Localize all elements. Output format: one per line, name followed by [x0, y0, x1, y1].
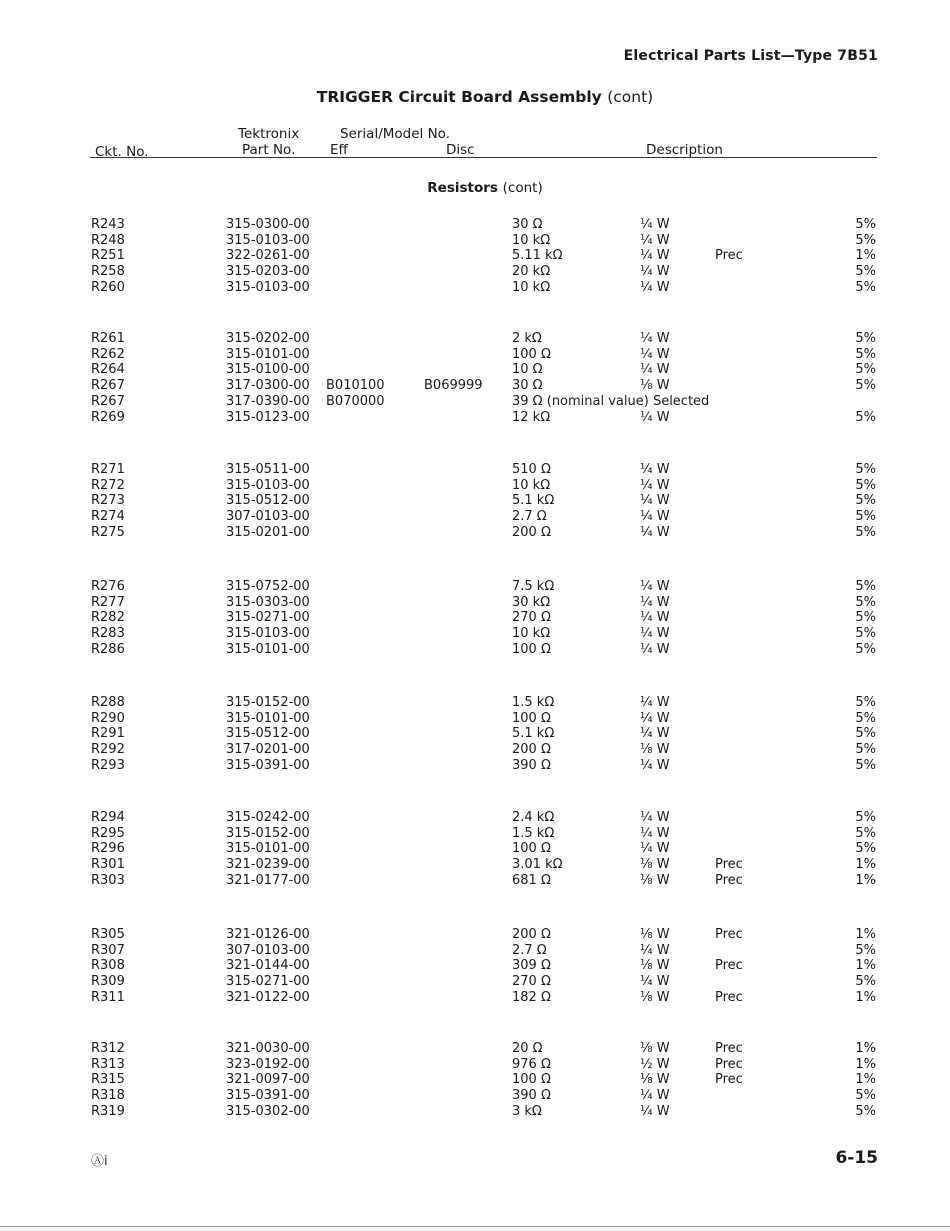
tolerance: 5%: [855, 974, 876, 990]
resistance-value: 100 Ω: [512, 1072, 551, 1088]
ckt-no: R260: [91, 279, 125, 295]
part-no: 315-0752-00: [226, 579, 310, 594]
table-row: [0, 958, 950, 974]
tolerance: 5%: [855, 493, 876, 509]
wattage: ¼ W: [640, 579, 670, 594]
precision: Prec: [715, 872, 743, 888]
part-no: 315-0123-00: [226, 409, 310, 425]
part-no: 315-0103-00: [226, 232, 310, 248]
part-no: 315-0201-00: [226, 524, 310, 540]
tolerance: 5%: [855, 509, 876, 525]
resistance-value: 510 Ω: [512, 462, 551, 477]
part-no: 315-0152-00: [226, 695, 310, 710]
part-no: 315-0242-00: [226, 810, 310, 825]
ckt-no: R251: [91, 248, 125, 264]
tolerance: 1%: [855, 872, 876, 888]
table-row: [0, 378, 950, 394]
table-row: [0, 810, 950, 826]
tolerance: 1%: [855, 248, 876, 264]
precision: Prec: [715, 989, 743, 1005]
table-row: [0, 509, 950, 525]
resistance-value: 2.4 kΩ: [512, 810, 555, 825]
tolerance: 1%: [855, 1072, 876, 1088]
wattage: ⅛ W: [640, 989, 670, 1005]
part-no: 315-0152-00: [226, 825, 310, 841]
part-no: 315-0103-00: [226, 477, 310, 493]
resistance-value: 182 Ω: [512, 989, 551, 1005]
resistance-value: 10 Ω: [512, 362, 543, 378]
resistance-value: 976 Ω: [512, 1056, 551, 1072]
resistance-value: 12 kΩ: [512, 409, 551, 425]
wattage: ¼ W: [640, 477, 670, 493]
wattage: ⅛ W: [640, 927, 670, 942]
resistance-value: 5.1 kΩ: [512, 726, 555, 742]
part-no: 321-0097-00: [226, 1072, 310, 1088]
tolerance: 5%: [855, 217, 876, 232]
wattage: ¼ W: [640, 264, 670, 280]
ckt-no: R303: [91, 872, 125, 888]
resistance-value: 200 Ω: [512, 927, 551, 942]
serial-eff: B010100: [326, 378, 385, 394]
resistance-value: 681 Ω: [512, 872, 551, 888]
resistance-value: 100 Ω: [512, 641, 551, 657]
table-row: [0, 974, 950, 990]
resistance-value: 30 Ω: [512, 217, 543, 232]
resistance-value: 10 kΩ: [512, 626, 551, 642]
wattage: ¼ W: [640, 810, 670, 825]
ckt-no: R294: [91, 810, 125, 825]
table-row: [0, 927, 950, 943]
resistance-value: 309 Ω: [512, 958, 551, 974]
wattage: ½ W: [640, 1056, 670, 1072]
tolerance: 5%: [855, 626, 876, 642]
table-row: [0, 826, 950, 842]
part-no: 315-0303-00: [226, 594, 310, 610]
section-name: Resistors: [427, 180, 498, 196]
wattage: ⅛ W: [640, 872, 670, 888]
table-row: [0, 990, 950, 1006]
precision: Prec: [715, 1056, 743, 1072]
tolerance: 5%: [855, 610, 876, 626]
part-no: 315-0271-00: [226, 610, 310, 626]
table-row: [0, 726, 950, 742]
table-row: [0, 857, 950, 873]
resistance-value: 20 kΩ: [512, 264, 551, 280]
tolerance: 5%: [855, 1103, 876, 1119]
wattage: ¼ W: [640, 462, 670, 477]
ckt-no: R267: [91, 393, 125, 409]
tolerance: 5%: [855, 524, 876, 540]
page-title: [0, 88, 950, 106]
part-no: 317-0300-00: [226, 378, 310, 394]
table-row: [0, 695, 950, 711]
resistance-value: 390 Ω: [512, 757, 551, 773]
ckt-no: R319: [91, 1103, 125, 1119]
resistance-value: 270 Ω: [512, 974, 551, 990]
table-row: [0, 462, 950, 478]
table-row: [0, 711, 950, 727]
wattage: ¼ W: [640, 710, 670, 726]
ckt-no: R318: [91, 1088, 125, 1104]
part-no: 321-0177-00: [226, 872, 310, 888]
table-row: [0, 610, 950, 626]
table-row: [0, 280, 950, 296]
table-row: [0, 1041, 950, 1057]
resistance-value: 100 Ω: [512, 841, 551, 857]
ckt-no: R309: [91, 974, 125, 990]
part-no: 315-0391-00: [226, 757, 310, 773]
ckt-no: R290: [91, 710, 125, 726]
resistance-value: 2.7 Ω: [512, 942, 547, 958]
table-row: [0, 394, 950, 410]
precision: Prec: [715, 927, 743, 942]
resistance-value: 10 kΩ: [512, 232, 551, 248]
ckt-no: R276: [91, 579, 125, 594]
ckt-no: R277: [91, 594, 125, 610]
serial-disc: B069999: [424, 378, 483, 394]
part-no: 315-0101-00: [226, 346, 310, 362]
table-row: [0, 626, 950, 642]
column-header-tektronix: Tektronix: [238, 126, 300, 142]
running-header: Electrical Parts List—Type 7B51: [623, 48, 878, 64]
resistance-value: 5.11 kΩ: [512, 248, 563, 264]
ckt-no: R293: [91, 757, 125, 773]
resistance-value: 39 Ω (nominal value) Selected: [512, 393, 710, 409]
part-no: 315-0511-00: [226, 462, 310, 477]
column-header-part-no: Part No.: [242, 142, 296, 158]
serial-eff: B070000: [326, 393, 385, 409]
wattage: ¼ W: [640, 1103, 670, 1119]
part-no: 315-0271-00: [226, 974, 310, 990]
tolerance: 5%: [855, 477, 876, 493]
resistance-value: 5.1 kΩ: [512, 493, 555, 509]
tolerance: 5%: [855, 810, 876, 825]
ckt-no: R296: [91, 841, 125, 857]
precision: Prec: [715, 1041, 743, 1056]
wattage: ⅛ W: [640, 857, 670, 873]
wattage: ¼ W: [640, 509, 670, 525]
resistance-value: 7.5 kΩ: [512, 579, 555, 594]
ckt-no: R307: [91, 942, 125, 958]
wattage: ¼ W: [640, 695, 670, 710]
resistance-value: 3.01 kΩ: [512, 857, 563, 873]
ckt-no: R267: [91, 378, 125, 394]
part-no: 317-0201-00: [226, 742, 310, 758]
wattage: ¼ W: [640, 248, 670, 264]
ckt-no: R261: [91, 331, 125, 346]
tolerance: 5%: [855, 378, 876, 394]
table-row: [0, 943, 950, 959]
ckt-no: R269: [91, 409, 125, 425]
table-row: [0, 1072, 950, 1088]
wattage: ¼ W: [640, 726, 670, 742]
section-suffix: (cont): [502, 180, 543, 196]
part-no: 321-0239-00: [226, 857, 310, 873]
resistance-value: 30 Ω: [512, 378, 543, 394]
column-header-eff: Eff: [330, 142, 348, 158]
wattage: ⅛ W: [640, 742, 670, 758]
ckt-no: R295: [91, 825, 125, 841]
tolerance: 5%: [855, 232, 876, 248]
ckt-no: R282: [91, 610, 125, 626]
table-row: [0, 410, 950, 426]
wattage: ¼ W: [640, 279, 670, 295]
tolerance: 5%: [855, 757, 876, 773]
wattage: ¼ W: [640, 362, 670, 378]
part-no: 317-0390-00: [226, 393, 310, 409]
tolerance: 1%: [855, 857, 876, 873]
column-header-serial-model: Serial/Model No.: [340, 126, 450, 142]
wattage: ¼ W: [640, 757, 670, 773]
table-row: [0, 331, 950, 347]
tolerance: 1%: [855, 1056, 876, 1072]
wattage: ¼ W: [640, 641, 670, 657]
part-no: 315-0202-00: [226, 331, 310, 346]
section-title: [0, 180, 950, 196]
wattage: ¼ W: [640, 974, 670, 990]
ckt-no: R311: [91, 989, 125, 1005]
title-text: TRIGGER Circuit Board Assembly: [316, 88, 602, 106]
part-no: 315-0101-00: [226, 841, 310, 857]
bottom-rule: [0, 1226, 950, 1227]
tolerance: 5%: [855, 726, 876, 742]
wattage: ¼ W: [640, 825, 670, 841]
wattage: ¼ W: [640, 942, 670, 958]
table-row: [0, 595, 950, 611]
table-row: [0, 264, 950, 280]
wattage: ¼ W: [640, 409, 670, 425]
ckt-no: R273: [91, 493, 125, 509]
part-no: 315-0103-00: [226, 626, 310, 642]
ckt-no: R275: [91, 524, 125, 540]
part-no: 322-0261-00: [226, 248, 310, 264]
ckt-no: R248: [91, 232, 125, 248]
tolerance: 5%: [855, 331, 876, 346]
wattage: ⅛ W: [640, 1041, 670, 1056]
part-no: 315-0512-00: [226, 726, 310, 742]
ckt-no: R312: [91, 1041, 125, 1056]
tolerance: 5%: [855, 594, 876, 610]
resistance-value: 1.5 kΩ: [512, 695, 555, 710]
wattage: ⅛ W: [640, 378, 670, 394]
ckt-no: R271: [91, 462, 125, 477]
tolerance: 5%: [855, 279, 876, 295]
resistance-value: 100 Ω: [512, 346, 551, 362]
tolerance: 5%: [855, 710, 876, 726]
header-rule: [90, 157, 877, 158]
resistance-value: 2.7 Ω: [512, 509, 547, 525]
tolerance: 1%: [855, 1041, 876, 1056]
wattage: ¼ W: [640, 841, 670, 857]
ckt-no: R288: [91, 695, 125, 710]
title-suffix: (cont): [607, 88, 654, 106]
tolerance: 5%: [855, 579, 876, 594]
ckt-no: R286: [91, 641, 125, 657]
wattage: ¼ W: [640, 610, 670, 626]
table-row: [0, 758, 950, 774]
tolerance: 1%: [855, 989, 876, 1005]
table-row: [0, 248, 950, 264]
table-row: [0, 873, 950, 889]
tolerance: 5%: [855, 1088, 876, 1104]
wattage: ¼ W: [640, 493, 670, 509]
ckt-no: R264: [91, 362, 125, 378]
ckt-no: R262: [91, 346, 125, 362]
table-row: [0, 362, 950, 378]
tolerance: 5%: [855, 825, 876, 841]
resistance-value: 30 kΩ: [512, 594, 551, 610]
resistance-value: 390 Ω: [512, 1088, 551, 1104]
table-row: [0, 579, 950, 595]
table-row: [0, 233, 950, 249]
part-no: 315-0203-00: [226, 264, 310, 280]
resistance-value: 10 kΩ: [512, 279, 551, 295]
wattage: ¼ W: [640, 232, 670, 248]
part-no: 321-0144-00: [226, 958, 310, 974]
table-row: [0, 742, 950, 758]
part-no: 321-0030-00: [226, 1041, 310, 1056]
tolerance: 5%: [855, 346, 876, 362]
wattage: ¼ W: [640, 626, 670, 642]
resistance-value: 20 Ω: [512, 1041, 543, 1056]
ckt-no: R301: [91, 857, 125, 873]
table-row: [0, 841, 950, 857]
ckt-no: R283: [91, 626, 125, 642]
part-no: 315-0300-00: [226, 217, 310, 232]
ckt-no: R243: [91, 217, 125, 232]
table-row: [0, 1088, 950, 1104]
part-no: 315-0103-00: [226, 279, 310, 295]
part-no: 315-0101-00: [226, 710, 310, 726]
tolerance: 5%: [855, 942, 876, 958]
ckt-no: R305: [91, 927, 125, 942]
ckt-no: R291: [91, 726, 125, 742]
wattage: ¼ W: [640, 346, 670, 362]
tolerance: 5%: [855, 264, 876, 280]
tolerance: 5%: [855, 841, 876, 857]
resistance-value: 3 kΩ: [512, 1103, 542, 1119]
tolerance: 5%: [855, 462, 876, 477]
wattage: ¼ W: [640, 217, 670, 232]
resistance-value: 2 kΩ: [512, 331, 542, 346]
resistance-value: 200 Ω: [512, 524, 551, 540]
wattage: ¼ W: [640, 524, 670, 540]
precision: Prec: [715, 958, 743, 974]
table-row: [0, 347, 950, 363]
table-row: [0, 478, 950, 494]
part-no: 323-0192-00: [226, 1056, 310, 1072]
ckt-no: R313: [91, 1056, 125, 1072]
column-header-ckt-no: Ckt. No.: [95, 144, 149, 160]
table-row: [0, 525, 950, 541]
tolerance: 5%: [855, 695, 876, 710]
part-no: 321-0126-00: [226, 927, 310, 942]
wattage: ¼ W: [640, 1088, 670, 1104]
ckt-no: R292: [91, 742, 125, 758]
ckt-no: R308: [91, 958, 125, 974]
resistance-value: 100 Ω: [512, 710, 551, 726]
tolerance: 5%: [855, 409, 876, 425]
ckt-no: R274: [91, 509, 125, 525]
part-no: 315-0391-00: [226, 1088, 310, 1104]
table-row: [0, 493, 950, 509]
column-header-disc: Disc: [446, 142, 475, 158]
tolerance: 5%: [855, 362, 876, 378]
wattage: ¼ W: [640, 594, 670, 610]
ckt-no: R315: [91, 1072, 125, 1088]
resistance-value: 200 Ω: [512, 742, 551, 758]
table-row: [0, 642, 950, 658]
part-no: 315-0302-00: [226, 1103, 310, 1119]
part-no: 321-0122-00: [226, 989, 310, 1005]
column-header-description: Description: [646, 142, 723, 158]
wattage: ⅛ W: [640, 1072, 670, 1088]
resistance-value: 270 Ω: [512, 610, 551, 626]
table-row: [0, 217, 950, 233]
table-row: [0, 1104, 950, 1120]
part-no: 315-0512-00: [226, 493, 310, 509]
ckt-no: R272: [91, 477, 125, 493]
part-no: 307-0103-00: [226, 509, 310, 525]
tolerance: 1%: [855, 927, 876, 942]
part-no: 307-0103-00: [226, 942, 310, 958]
resistance-value: 10 kΩ: [512, 477, 551, 493]
wattage: ¼ W: [640, 331, 670, 346]
precision: Prec: [715, 857, 743, 873]
precision: Prec: [715, 1072, 743, 1088]
wattage: ⅛ W: [640, 958, 670, 974]
precision: Prec: [715, 248, 743, 264]
tolerance: 1%: [855, 958, 876, 974]
page-number: 6-15: [835, 1148, 878, 1168]
table-row: [0, 1057, 950, 1073]
tektronix-logo: Ⓐi: [91, 1154, 108, 1169]
ckt-no: R258: [91, 264, 125, 280]
resistance-value: 1.5 kΩ: [512, 825, 555, 841]
part-no: 315-0100-00: [226, 362, 310, 378]
tolerance: 5%: [855, 641, 876, 657]
part-no: 315-0101-00: [226, 641, 310, 657]
tolerance: 5%: [855, 742, 876, 758]
